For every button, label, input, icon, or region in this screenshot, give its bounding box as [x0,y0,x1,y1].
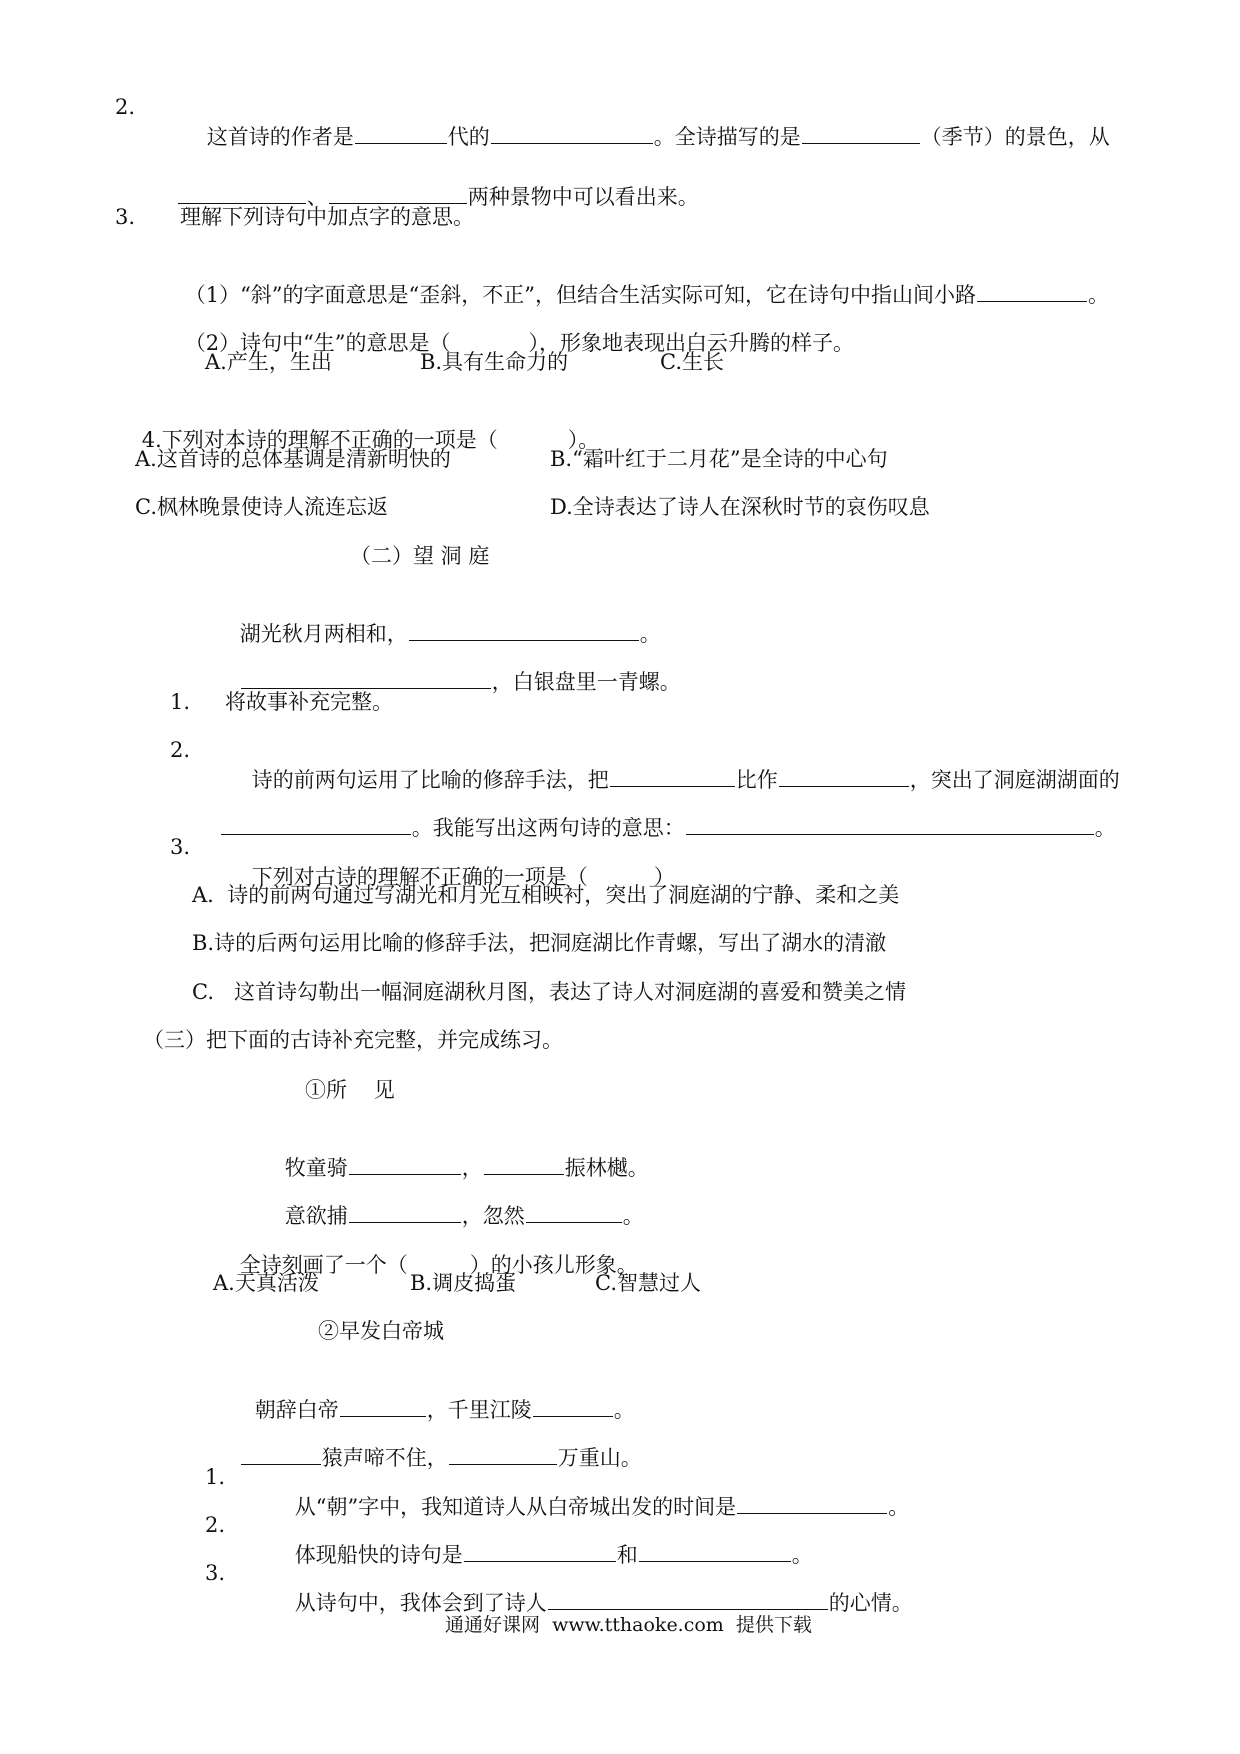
option-a[interactable]: A.天真活泼 [213,1271,319,1295]
option-c[interactable]: C.生长 [660,350,724,374]
answer-blank[interactable] [329,183,467,204]
question-number: 2. [205,1513,226,1537]
question-number: 3. [205,1561,226,1585]
option-a[interactable]: A.产生，生出 [205,350,332,374]
option-c[interactable]: C.智慧过人 [595,1271,701,1295]
answer-blank[interactable] [241,668,491,689]
option-b[interactable]: B.“霜叶红于二月花”是全诗的中心句 [550,447,888,471]
option-a[interactable]: A.这首诗的总体基调是清新明快的 [135,447,451,471]
option-c[interactable]: C.枫林晚景使诗人流连忘返 [135,495,388,519]
option-b[interactable]: B.调皮捣蛋 [410,1271,517,1295]
worksheet-page: 2. 这首诗的作者是 代的 。全诗描写的是 （季节）的景色，从 、 两种景物中可以看出来。 3. 理解下列诗句中加点字的意思。 （1）“斜”的字面意思是“歪斜，不正”，但结合生活实际可知，它在诗句中指山间小路 。 （2）诗句中“生”的意思是（ ），形象地表现出白云升腾的样子。 A.产生，生出 B.具有生命力的 C.生长 4.下列对本诗的理解不正确的一项是（ ）。 A.这首诗的总体基调是清新明快的 B.“霜叶红于二月花”是全诗的中心句 C.枫林晚景使诗人流连忘返 D.全诗表达了诗人在深秋时节的哀伤叹息 （二）望 洞 庭 湖光秋月两相和， 。 ，白银盘里一青螺。 1. 将故事补充完整。 2. 诗的前两句运用了比喻的修辞手法，把 比作 ，突出了洞庭湖湖面的 。我能写出这两句诗的意思： 。 3. 下列对古诗的理解不正确的一项是（ ） A. 诗的前两句通过写湖光和月光互相映衬，突出了洞庭湖的宁静、柔和之美 B.诗的后两句运用比喻的修辞手法，把洞庭湖比作青螺，写出了湖水的清澈 C. 这首诗勾勒出一幅洞庭湖秋月图，表达了诗人对洞庭湖的喜爱和赞美之情 （三）把下面的古诗补充完整，并完成练习。 ①所 见 牧童骑 ， 振林樾。 意欲捕 ，忽然 。 全诗刻画了一个（ ）的小孩儿形象。 A.天真活泼 B.调皮捣蛋 C.智慧过人 ②早发白帝城 朝辞白帝 ，千里江陵 。 猿声啼不住， 万重山。 1. 从“朝”字中，我知道诗人从白帝城出发的时间是 。 2. 体现船快的诗句是 和 。 3. 从诗句中，我体会到了诗人 的心情。 通通好课网 www.tthaoke.com 提供下载 [0,0,1240,1754]
answer-blank[interactable] [355,123,447,144]
option-b[interactable]: B.具有生命力的 [420,350,569,374]
option-c[interactable]: C. 这首诗勾勒出一幅洞庭湖秋月图，表达了诗人对洞庭湖的喜爱和赞美之情 [192,980,907,1004]
question-number: 3. [170,835,191,859]
answer-blank[interactable] [178,183,306,204]
option-d[interactable]: D.全诗表达了诗人在深秋时节的哀伤叹息 [550,495,930,519]
question-number: 1. [205,1465,226,1489]
answer-blank[interactable] [802,123,920,144]
answer-blank[interactable] [977,281,1087,302]
question-number: 3. [115,205,136,229]
answer-blank[interactable] [686,814,1094,835]
question-number: 2. [115,95,136,119]
answer-blank[interactable] [548,1589,828,1610]
footer-text: 通通好课网 www.tthaoke.com 提供下载 [445,1614,812,1636]
question-number: 2. [170,738,191,762]
question-number: 1. [170,690,191,714]
option-b[interactable]: B.诗的后两句运用比喻的修辞手法，把洞庭湖比作青螺，写出了湖水的清澈 [192,931,887,955]
answer-blank[interactable] [491,123,653,144]
option-a[interactable]: A. 诗的前两句通过写湖光和月光互相映衬，突出了洞庭湖的宁静、柔和之美 [192,883,900,907]
